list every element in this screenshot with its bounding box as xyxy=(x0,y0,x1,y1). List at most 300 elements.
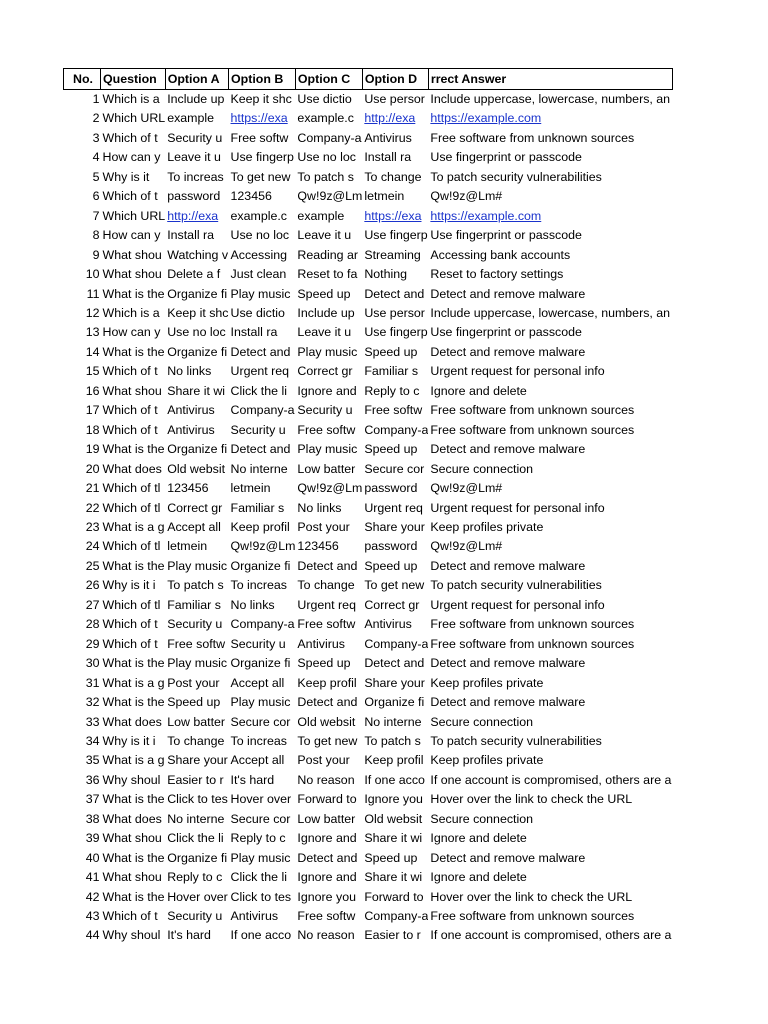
question-cell[interactable]: Which of tl xyxy=(102,539,161,554)
option-b-cell[interactable]: Qw!9z@Lm xyxy=(230,539,296,554)
option-b-cell[interactable]: Play music xyxy=(230,286,291,301)
option-c-cell[interactable]: Detect and xyxy=(297,695,358,710)
option-d-cell[interactable]: letmein xyxy=(364,189,405,204)
option-a-cell[interactable]: Click the li xyxy=(167,831,224,846)
option-b-cell[interactable]: Detect and xyxy=(230,442,291,457)
question-cell[interactable]: Which URL xyxy=(102,208,166,223)
option-d-cell[interactable]: Reply to c xyxy=(364,383,420,398)
option-d-cell[interactable]: Share your xyxy=(364,675,425,690)
option-b-cell[interactable]: Play music xyxy=(230,850,291,865)
correct-answer-cell[interactable]: Detect and remove malware xyxy=(430,558,586,573)
row-number[interactable]: 7 xyxy=(92,208,100,223)
option-d-cell[interactable]: Share it wi xyxy=(364,870,423,885)
hyperlink[interactable]: http://exa xyxy=(167,208,219,223)
row-number[interactable]: 19 xyxy=(85,442,100,457)
row-number[interactable]: 5 xyxy=(92,169,100,184)
option-c-cell[interactable]: Free softw xyxy=(297,617,356,632)
correct-answer-cell[interactable]: Free software from unknown sources xyxy=(430,617,635,632)
row-number[interactable]: 28 xyxy=(85,617,100,632)
option-b-cell[interactable]: Secure cor xyxy=(230,714,291,729)
option-b-cell[interactable]: Click to tes xyxy=(230,889,292,904)
option-a-cell[interactable]: Share your xyxy=(167,753,228,768)
question-cell[interactable]: What shou xyxy=(102,247,162,262)
header-option-c[interactable]: Option C xyxy=(295,69,362,90)
option-d-cell[interactable]: Use persor xyxy=(364,305,425,320)
correct-answer-cell[interactable]: Reset to factory settings xyxy=(430,267,564,282)
option-a-cell[interactable]: Reply to c xyxy=(167,870,223,885)
option-b-cell[interactable]: Accept all xyxy=(230,753,285,768)
option-a-cell[interactable]: Delete a f xyxy=(167,267,221,282)
correct-answer-cell[interactable]: Secure connection xyxy=(430,714,534,729)
correct-answer-cell[interactable]: Use fingerprint or passcode xyxy=(430,325,582,340)
option-d-cell[interactable]: No interne xyxy=(364,714,422,729)
correct-answer-cell[interactable]: Include uppercase, lowercase, numbers, an xyxy=(430,92,671,106)
question-cell[interactable]: Which of tl xyxy=(102,500,161,515)
option-a-cell[interactable]: Share it wi xyxy=(167,383,226,398)
option-a-cell[interactable]: To patch s xyxy=(167,578,224,593)
header-question[interactable]: Question xyxy=(101,69,166,90)
option-c-cell[interactable]: Leave it u xyxy=(297,228,352,243)
row-number[interactable]: 18 xyxy=(85,422,100,437)
option-d-cell[interactable]: Old websit xyxy=(364,811,423,826)
row-number[interactable]: 2 xyxy=(92,111,100,126)
option-a-cell[interactable] xyxy=(165,207,228,226)
header-correct-answer[interactable]: rrect Answer xyxy=(428,69,672,90)
option-c-cell[interactable]: Play music xyxy=(297,442,358,457)
option-a-cell[interactable]: No interne xyxy=(167,811,225,826)
row-number[interactable]: 29 xyxy=(85,636,100,651)
question-cell[interactable]: How can y xyxy=(102,228,161,243)
option-a-cell[interactable]: Play music xyxy=(167,558,228,573)
option-b-cell[interactable]: Reply to c xyxy=(230,831,286,846)
option-b-cell[interactable]: 123456 xyxy=(230,189,272,204)
option-c-cell[interactable]: Leave it u xyxy=(297,325,352,340)
option-a-cell[interactable]: letmein xyxy=(167,539,208,554)
row-number[interactable]: 41 xyxy=(85,870,100,885)
option-a-cell[interactable]: Antivirus xyxy=(167,422,215,437)
option-b-cell[interactable]: Company-a xyxy=(230,617,295,632)
option-b-cell[interactable] xyxy=(229,109,296,128)
option-c-cell[interactable]: Detect and xyxy=(297,558,358,573)
option-c-cell[interactable]: Low batter xyxy=(297,811,356,826)
row-number[interactable]: 26 xyxy=(85,578,100,593)
row-number[interactable]: 17 xyxy=(85,403,100,418)
option-a-cell[interactable]: Familiar s xyxy=(167,597,221,612)
option-a-cell[interactable]: Hover over xyxy=(167,889,228,904)
option-a-cell[interactable]: Play music xyxy=(167,656,228,671)
option-c-cell[interactable]: Ignore and xyxy=(297,383,357,398)
option-b-cell[interactable]: No interne xyxy=(230,461,288,476)
option-a-cell[interactable]: Accept all xyxy=(167,519,221,534)
correct-answer-cell[interactable]: Free software from unknown sources xyxy=(430,130,635,145)
question-cell[interactable]: What does xyxy=(102,714,162,729)
row-number[interactable]: 21 xyxy=(85,481,100,496)
option-c-cell[interactable]: Ignore and xyxy=(297,831,357,846)
option-b-cell[interactable]: Play music xyxy=(230,695,291,710)
option-c-cell[interactable]: To get new xyxy=(297,733,358,748)
row-number[interactable]: 40 xyxy=(85,850,100,865)
option-b-cell[interactable]: To increas xyxy=(230,578,287,593)
hyperlink[interactable]: https://exa xyxy=(364,208,422,223)
correct-answer-cell[interactable]: To patch security vulnerabilities xyxy=(430,169,602,184)
option-c-cell[interactable]: Free softw xyxy=(297,909,356,924)
option-a-cell[interactable]: Security u xyxy=(167,130,223,145)
correct-answer-cell[interactable]: Free software from unknown sources xyxy=(430,403,635,418)
option-d-cell[interactable]: To patch s xyxy=(364,733,421,748)
header-option-a[interactable]: Option A xyxy=(165,69,228,90)
option-b-cell[interactable]: Install ra xyxy=(230,325,278,340)
option-d-cell[interactable]: Use persor xyxy=(364,92,425,106)
option-d-cell[interactable]: Speed up xyxy=(364,850,418,865)
correct-answer-cell[interactable]: Qw!9z@Lm# xyxy=(430,189,503,204)
row-number[interactable]: 30 xyxy=(85,656,100,671)
option-b-cell[interactable]: Security u xyxy=(230,422,286,437)
option-a-cell[interactable]: Install ra xyxy=(167,228,215,243)
option-a-cell[interactable]: Correct gr xyxy=(167,500,223,515)
correct-answer-cell[interactable]: Use fingerprint or passcode xyxy=(430,228,582,243)
option-b-cell[interactable]: It's hard xyxy=(230,772,275,787)
option-c-cell[interactable]: Use dictio xyxy=(297,92,352,106)
option-a-cell[interactable]: No links xyxy=(167,364,212,379)
correct-answer-cell[interactable]: Free software from unknown sources xyxy=(430,636,635,651)
row-number[interactable]: 10 xyxy=(85,267,100,282)
option-d-cell[interactable]: Install ra xyxy=(364,150,412,165)
correct-answer-cell[interactable] xyxy=(428,207,672,226)
option-d-cell[interactable]: Urgent req xyxy=(364,500,423,515)
row-number[interactable]: 15 xyxy=(85,364,100,379)
option-d-cell[interactable]: Familiar s xyxy=(364,364,419,379)
question-cell[interactable]: How can y xyxy=(102,150,161,165)
question-cell[interactable]: What is the xyxy=(102,695,165,710)
option-b-cell[interactable]: Accessing xyxy=(230,247,287,262)
option-c-cell[interactable]: Ignore and xyxy=(297,870,357,885)
option-a-cell[interactable]: Organize fi xyxy=(167,442,228,457)
option-a-cell[interactable]: To increas xyxy=(167,169,224,184)
option-b-cell[interactable]: Free softw xyxy=(230,130,289,145)
option-b-cell[interactable]: Just clean xyxy=(230,267,287,282)
option-b-cell[interactable]: No links xyxy=(230,597,275,612)
option-c-cell[interactable]: Company-a xyxy=(297,130,362,145)
option-b-cell[interactable]: Accept all xyxy=(230,675,285,690)
correct-answer-cell[interactable]: Secure connection xyxy=(430,811,534,826)
row-number[interactable]: 25 xyxy=(85,558,100,573)
question-cell[interactable]: Why is it i xyxy=(102,733,156,748)
question-cell[interactable]: Which of t xyxy=(102,130,158,145)
correct-answer-cell[interactable]: Qw!9z@Lm# xyxy=(430,481,503,496)
option-a-cell[interactable]: Leave it u xyxy=(167,150,221,165)
correct-answer-cell[interactable]: To patch security vulnerabilities xyxy=(430,733,602,748)
option-a-cell[interactable]: Post your xyxy=(167,675,220,690)
question-cell[interactable]: What is the xyxy=(102,656,165,671)
option-b-cell[interactable]: Company-a xyxy=(230,403,295,418)
question-cell[interactable]: What is the xyxy=(102,850,165,865)
option-b-cell[interactable]: Hover over xyxy=(230,792,292,807)
option-c-cell[interactable]: 123456 xyxy=(297,539,339,554)
option-d-cell[interactable]: Share it wi xyxy=(364,831,423,846)
option-b-cell[interactable]: Antivirus xyxy=(230,909,279,924)
row-number[interactable]: 14 xyxy=(85,344,100,359)
option-a-cell[interactable]: 123456 xyxy=(167,481,209,496)
option-c-cell[interactable]: Reading ar xyxy=(297,247,359,262)
option-c-cell[interactable]: Speed up xyxy=(297,656,351,671)
option-c-cell[interactable]: To patch s xyxy=(297,169,354,184)
option-c-cell[interactable]: Post your xyxy=(297,519,350,534)
option-b-cell[interactable]: Organize fi xyxy=(230,558,291,573)
option-d-cell[interactable]: Detect and xyxy=(364,656,425,671)
question-cell[interactable]: Which is a xyxy=(102,92,160,106)
row-number[interactable]: 12 xyxy=(85,305,100,320)
row-number[interactable]: 1 xyxy=(92,92,100,106)
row-number[interactable]: 4 xyxy=(92,150,100,165)
option-d-cell[interactable]: To get new xyxy=(364,578,425,593)
row-number[interactable]: 43 xyxy=(85,909,100,924)
option-a-cell[interactable]: Security u xyxy=(167,617,223,632)
option-a-cell[interactable]: Organize fi xyxy=(167,344,228,359)
row-number[interactable]: 37 xyxy=(85,792,100,807)
question-cell[interactable]: What is the xyxy=(102,286,165,301)
option-d-cell[interactable]: Forward to xyxy=(364,889,424,904)
option-c-cell[interactable]: example.c xyxy=(297,111,354,126)
hyperlink[interactable]: http://exa xyxy=(364,111,416,126)
option-a-cell[interactable]: Speed up xyxy=(167,695,221,710)
option-c-cell[interactable]: No links xyxy=(297,500,342,515)
option-b-cell[interactable]: Familiar s xyxy=(230,500,285,515)
correct-answer-cell[interactable]: Hover over the link to check the URL xyxy=(430,792,633,807)
option-d-cell[interactable]: password xyxy=(364,539,418,554)
question-cell[interactable]: What does xyxy=(102,461,162,476)
row-number[interactable]: 44 xyxy=(85,928,100,943)
option-c-cell[interactable]: Free softw xyxy=(297,422,356,437)
option-c-cell[interactable]: Correct gr xyxy=(297,364,353,379)
question-cell[interactable]: What is the xyxy=(102,792,165,807)
correct-answer-cell[interactable]: Accessing bank accounts xyxy=(430,247,571,262)
option-a-cell[interactable]: Low batter xyxy=(167,714,226,729)
question-cell[interactable]: What is the xyxy=(102,889,165,904)
option-b-cell[interactable]: Click the li xyxy=(230,870,287,885)
hyperlink[interactable]: https://example.com xyxy=(430,111,542,126)
row-number[interactable]: 31 xyxy=(85,675,100,690)
option-d-cell[interactable]: Use fingerp xyxy=(364,325,428,340)
question-cell[interactable]: Which is a xyxy=(102,305,160,320)
row-number[interactable]: 9 xyxy=(92,247,100,262)
option-c-cell[interactable]: To change xyxy=(297,578,355,593)
option-d-cell[interactable]: Speed up xyxy=(364,344,418,359)
option-a-cell[interactable]: It's hard xyxy=(167,928,211,943)
question-cell[interactable]: Which of t xyxy=(102,189,158,204)
question-cell[interactable]: How can y xyxy=(102,325,161,340)
option-b-cell[interactable]: example.c xyxy=(230,208,287,223)
option-c-cell[interactable]: Keep profil xyxy=(297,675,357,690)
row-number[interactable]: 23 xyxy=(85,519,100,534)
option-c-cell[interactable]: No reason xyxy=(297,772,355,787)
correct-answer-cell[interactable]: Detect and remove malware xyxy=(430,344,586,359)
correct-answer-cell[interactable]: If one account is compromised, others are a xyxy=(430,928,672,943)
option-d-cell[interactable]: Streaming xyxy=(364,247,421,262)
option-c-cell[interactable]: Use no loc xyxy=(297,150,356,165)
option-b-cell[interactable]: To get new xyxy=(230,169,291,184)
option-c-cell[interactable]: Detect and xyxy=(297,850,358,865)
question-cell[interactable]: What is the xyxy=(102,344,165,359)
correct-answer-cell[interactable]: Hover over the link to check the URL xyxy=(430,889,633,904)
row-number[interactable]: 33 xyxy=(85,714,100,729)
question-cell[interactable]: Why shoul xyxy=(102,772,161,787)
option-b-cell[interactable]: Click the li xyxy=(230,383,287,398)
option-b-cell[interactable]: Use no loc xyxy=(230,228,290,243)
option-c-cell[interactable]: Post your xyxy=(297,753,350,768)
option-a-cell[interactable]: Organize fi xyxy=(167,286,228,301)
option-d-cell[interactable]: Keep profil xyxy=(364,753,424,768)
row-number[interactable]: 20 xyxy=(85,461,100,476)
correct-answer-cell[interactable]: To patch security vulnerabilities xyxy=(430,578,602,593)
correct-answer-cell[interactable]: Detect and remove malware xyxy=(430,442,586,457)
row-number[interactable]: 35 xyxy=(85,753,100,768)
option-b-cell[interactable]: Organize fi xyxy=(230,656,291,671)
row-number[interactable]: 3 xyxy=(92,130,100,145)
question-cell[interactable]: What is a g xyxy=(102,519,165,534)
option-d-cell[interactable]: Detect and xyxy=(364,286,425,301)
option-d-cell[interactable]: Use fingerp xyxy=(364,228,428,243)
correct-answer-cell[interactable]: Include uppercase, lowercase, numbers, an xyxy=(430,305,671,320)
option-c-cell[interactable]: No reason xyxy=(297,928,355,943)
row-number[interactable]: 34 xyxy=(85,733,100,748)
question-cell[interactable]: Which of tl xyxy=(102,597,161,612)
option-a-cell[interactable]: Watching v xyxy=(167,247,229,262)
option-d-cell[interactable]: Antivirus xyxy=(364,617,412,632)
row-number[interactable]: 24 xyxy=(85,539,100,554)
correct-answer-cell[interactable]: Free software from unknown sources xyxy=(430,422,635,437)
question-cell[interactable]: What is the xyxy=(102,558,165,573)
option-d-cell[interactable]: If one acco xyxy=(364,772,425,787)
question-cell[interactable]: Which of t xyxy=(102,636,158,651)
option-a-cell[interactable]: Free softw xyxy=(167,636,226,651)
option-a-cell[interactable]: Old websit xyxy=(167,461,226,476)
hyperlink[interactable]: https://example.com xyxy=(430,208,542,223)
option-d-cell[interactable]: Ignore you xyxy=(364,792,423,807)
option-a-cell[interactable]: Easier to r xyxy=(167,772,224,787)
correct-answer-cell[interactable]: Use fingerprint or passcode xyxy=(430,150,582,165)
question-cell[interactable]: What shou xyxy=(102,831,162,846)
option-d-cell[interactable]: Speed up xyxy=(364,558,418,573)
option-d-cell[interactable]: Correct gr xyxy=(364,597,420,612)
option-c-cell[interactable]: Old websit xyxy=(297,714,356,729)
option-d-cell[interactable]: Free softw xyxy=(364,403,423,418)
option-c-cell[interactable]: Include up xyxy=(297,305,355,320)
question-cell[interactable]: What does xyxy=(102,811,162,826)
header-no[interactable]: No. xyxy=(64,69,101,90)
option-a-cell[interactable]: password xyxy=(167,189,221,204)
row-number[interactable]: 27 xyxy=(85,597,100,612)
row-number[interactable]: 38 xyxy=(85,811,100,826)
option-d-cell[interactable]: Easier to r xyxy=(364,928,421,943)
row-number[interactable]: 6 xyxy=(92,189,100,204)
row-number[interactable]: 36 xyxy=(85,772,100,787)
option-d-cell[interactable]: Organize fi xyxy=(364,695,425,710)
row-number[interactable]: 39 xyxy=(85,831,100,846)
option-d-cell[interactable]: Company-a xyxy=(364,636,429,651)
option-a-cell[interactable]: Security u xyxy=(167,909,223,924)
correct-answer-cell[interactable]: Detect and remove malware xyxy=(430,286,586,301)
question-cell[interactable]: Which of t xyxy=(102,364,158,379)
question-cell[interactable]: Which of t xyxy=(102,403,158,418)
option-d-cell[interactable]: Speed up xyxy=(364,442,418,457)
correct-answer-cell[interactable]: Ignore and delete xyxy=(430,831,527,846)
option-b-cell[interactable]: Use dictio xyxy=(230,305,285,320)
question-cell[interactable]: Which of tl xyxy=(102,481,161,496)
correct-answer-cell[interactable]: Urgent request for personal info xyxy=(430,364,605,379)
header-option-b[interactable]: Option B xyxy=(229,69,296,90)
option-c-cell[interactable]: Security u xyxy=(297,403,353,418)
correct-answer-cell[interactable]: Urgent request for personal info xyxy=(430,500,605,515)
option-c-cell[interactable]: Ignore you xyxy=(297,889,356,904)
option-a-cell[interactable]: example xyxy=(167,111,215,126)
correct-answer-cell[interactable]: Ignore and delete xyxy=(430,383,527,398)
option-b-cell[interactable]: Use fingerp xyxy=(230,150,294,165)
question-cell[interactable]: Which of t xyxy=(102,909,158,924)
question-cell[interactable]: What is a g xyxy=(102,675,165,690)
question-cell[interactable]: What is a g xyxy=(102,753,165,768)
question-cell[interactable]: Why is it xyxy=(102,169,150,184)
option-c-cell[interactable]: Urgent req xyxy=(297,597,356,612)
option-c-cell[interactable]: Low batter xyxy=(297,461,356,476)
option-d-cell[interactable]: password xyxy=(364,481,418,496)
option-d-cell[interactable] xyxy=(362,109,428,128)
option-d-cell[interactable] xyxy=(362,207,428,226)
correct-answer-cell[interactable]: Keep profiles private xyxy=(430,753,544,768)
row-number[interactable]: 32 xyxy=(85,695,100,710)
correct-answer-cell[interactable]: Urgent request for personal info xyxy=(430,597,605,612)
option-b-cell[interactable]: Urgent req xyxy=(230,364,290,379)
question-cell[interactable]: What is the xyxy=(102,442,165,457)
row-number[interactable]: 11 xyxy=(86,286,100,301)
option-c-cell[interactable]: Play music xyxy=(297,344,358,359)
option-a-cell[interactable]: Organize fi xyxy=(167,850,228,865)
question-cell[interactable]: What shou xyxy=(102,383,162,398)
question-cell[interactable]: Why is it i xyxy=(102,578,156,593)
header-option-d[interactable]: Option D xyxy=(362,69,428,90)
option-d-cell[interactable]: Share your xyxy=(364,519,425,534)
option-c-cell[interactable]: Reset to fa xyxy=(297,267,358,282)
option-c-cell[interactable]: Antivirus xyxy=(297,636,345,651)
row-number[interactable]: 42 xyxy=(85,889,100,904)
question-cell[interactable]: Why shoul xyxy=(102,928,161,943)
row-number[interactable]: 8 xyxy=(92,228,100,243)
option-b-cell[interactable]: Keep it shc xyxy=(230,92,292,106)
option-d-cell[interactable]: Company-a xyxy=(364,422,429,437)
option-c-cell[interactable]: Qw!9z@Lm xyxy=(297,481,363,496)
question-cell[interactable]: Which of t xyxy=(102,617,158,632)
option-a-cell[interactable]: Click to tes xyxy=(167,792,228,807)
correct-answer-cell[interactable]: Detect and remove malware xyxy=(430,656,586,671)
option-b-cell[interactable]: To increas xyxy=(230,733,287,748)
option-b-cell[interactable]: Keep profil xyxy=(230,519,290,534)
correct-answer-cell[interactable]: Secure connection xyxy=(430,461,534,476)
option-a-cell[interactable]: Keep it shc xyxy=(167,305,229,320)
option-a-cell[interactable]: Antivirus xyxy=(167,403,215,418)
correct-answer-cell[interactable]: If one account is compromised, others are a xyxy=(430,772,672,787)
option-b-cell[interactable]: Secure cor xyxy=(230,811,291,826)
correct-answer-cell[interactable]: Keep profiles private xyxy=(430,519,544,534)
option-c-cell[interactable]: example xyxy=(297,208,345,223)
question-cell[interactable]: What shou xyxy=(102,870,162,885)
correct-answer-cell[interactable]: Detect and remove malware xyxy=(430,850,586,865)
row-number[interactable]: 16 xyxy=(85,383,100,398)
option-d-cell[interactable]: Company-a xyxy=(364,909,429,924)
option-d-cell[interactable]: To change xyxy=(364,169,422,184)
row-number[interactable]: 13 xyxy=(85,325,100,340)
correct-answer-cell[interactable] xyxy=(428,109,672,128)
option-c-cell[interactable]: Qw!9z@Lm xyxy=(297,189,363,204)
option-d-cell[interactable]: Secure cor xyxy=(364,461,425,476)
